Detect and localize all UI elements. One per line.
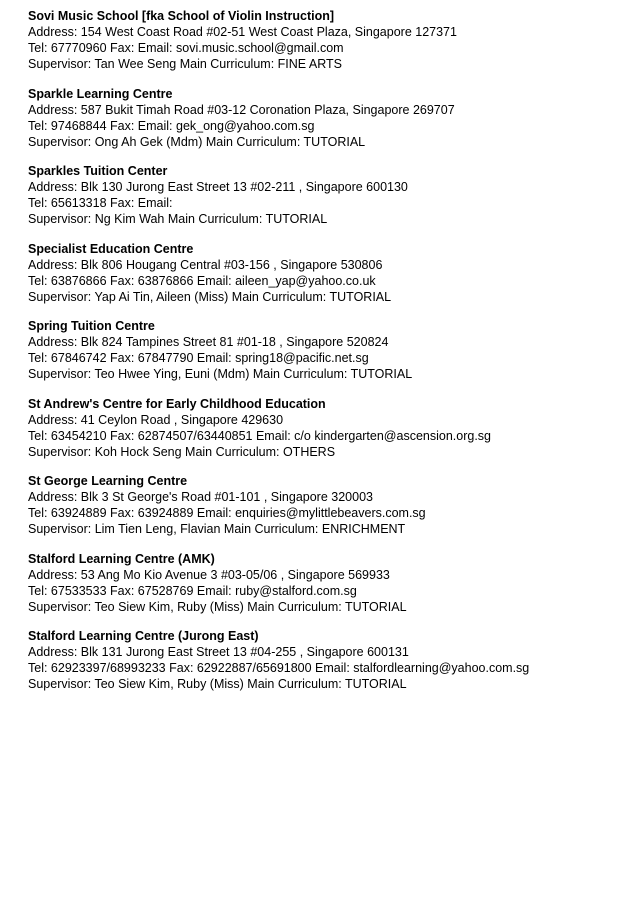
centre-entry	[28, 8, 618, 72]
centre-contact: Tel: 62923397/68993233 Fax: 62922887/65691800 Email: stalfordlearning@yahoo.com.sg	[28, 661, 530, 675]
centre-entry	[28, 473, 618, 537]
centre-supervisor: Supervisor: Teo Siew Kim, Ruby (Miss) Main Curriculum: TUTORIAL	[28, 599, 407, 614]
centre-entry	[28, 241, 618, 305]
centre-supervisor: Supervisor: Teo Hwee Ying, Euni (Mdm) Main Curriculum: TUTORIAL	[28, 367, 413, 381]
centre-contact: Tel: 65613318 Fax: Email:	[28, 196, 173, 210]
centre-contact: Tel: 67770960 Fax: Email: sovi.music.school@gmail.com	[28, 41, 344, 55]
centre-entry	[28, 86, 618, 150]
centre-address: Address: 41 Ceylon Road , Singapore 429630	[28, 412, 284, 427]
centre-address: Address: Blk 3 St George's Road #01-101 , Singapore 320003	[28, 490, 373, 504]
centre-address: Address: Blk 130 Jurong East Street 13 #02-211 , Singapore 600130	[28, 180, 408, 194]
centre-contact: Tel: 63454210 Fax: 62874507/63440851 Email: c/o kindergarten@ascension.org.sg	[28, 428, 492, 443]
centre-name: St George Learning Centre	[28, 474, 188, 488]
centre-contact: Tel: 63876866 Fax: 63876866 Email: aileen_yap@yahoo.co.uk	[28, 273, 376, 288]
centre-supervisor: Supervisor: Ong Ah Gek (Mdm) Main Curriculum: TUTORIAL	[28, 134, 366, 149]
centre-name: Stalford Learning Centre (AMK)	[28, 551, 215, 566]
centre-address: Address: Blk 824 Tampines Street 81 #01-18 , Singapore 520824	[28, 335, 389, 349]
centre-name: Spring Tuition Centre	[28, 319, 155, 333]
centre-address: Address: 154 West Coast Road #02-51 West Coast Plaza, Singapore 127371	[28, 25, 457, 39]
centre-address: Address: Blk 131 Jurong East Street 13 #04-255 , Singapore 600131	[28, 645, 409, 659]
centre-name: Sovi Music School [fka School of Violin Instruction]	[28, 9, 335, 23]
centre-supervisor: Supervisor: Tan Wee Seng Main Curriculum: FINE ARTS	[28, 57, 343, 71]
centre-address: Address: Blk 806 Hougang Central #03-156 , Singapore 530806	[28, 257, 383, 272]
centre-entry	[28, 318, 618, 382]
centre-supervisor: Supervisor: Lim Tien Leng, Flavian Main Curriculum: ENRICHMENT	[28, 522, 406, 536]
centre-supervisor: Supervisor: Teo Siew Kim, Ruby (Miss) Main Curriculum: TUTORIAL	[28, 677, 407, 691]
centre-entry	[28, 551, 618, 615]
centre-name: Stalford Learning Centre (Jurong East)	[28, 629, 259, 643]
centre-list	[28, 8, 618, 706]
centre-supervisor: Supervisor: Yap Ai Tin, Aileen (Miss) Main Curriculum: TUTORIAL	[28, 289, 392, 304]
centre-address: Address: 53 Ang Mo Kio Avenue 3 #03-05/06 , Singapore 569933	[28, 567, 390, 582]
centre-supervisor: Supervisor: Koh Hock Seng Main Curriculum: OTHERS	[28, 444, 336, 459]
centre-name: St Andrew's Centre for Early Childhood Education	[28, 396, 326, 411]
centre-contact: Tel: 97468844 Fax: Email: gek_ong@yahoo.com.sg	[28, 118, 315, 133]
centre-entry	[28, 396, 618, 460]
centre-name: Sparkles Tuition Center	[28, 164, 168, 178]
centre-name: Sparkle Learning Centre	[28, 86, 173, 101]
centre-entry	[28, 628, 618, 692]
centre-address: Address: 587 Bukit Timah Road #03-12 Coronation Plaza, Singapore 269707	[28, 102, 455, 117]
centre-entry	[28, 163, 618, 227]
centre-contact: Tel: 63924889 Fax: 63924889 Email: enquiries@mylittlebeavers.com.sg	[28, 506, 426, 520]
centre-contact: Tel: 67533533 Fax: 67528769 Email: ruby@stalford.com.sg	[28, 583, 357, 598]
centre-supervisor: Supervisor: Ng Kim Wah Main Curriculum: TUTORIAL	[28, 212, 328, 226]
centre-name: Specialist Education Centre	[28, 241, 194, 256]
centre-contact: Tel: 67846742 Fax: 67847790 Email: spring18@pacific.net.sg	[28, 351, 369, 365]
